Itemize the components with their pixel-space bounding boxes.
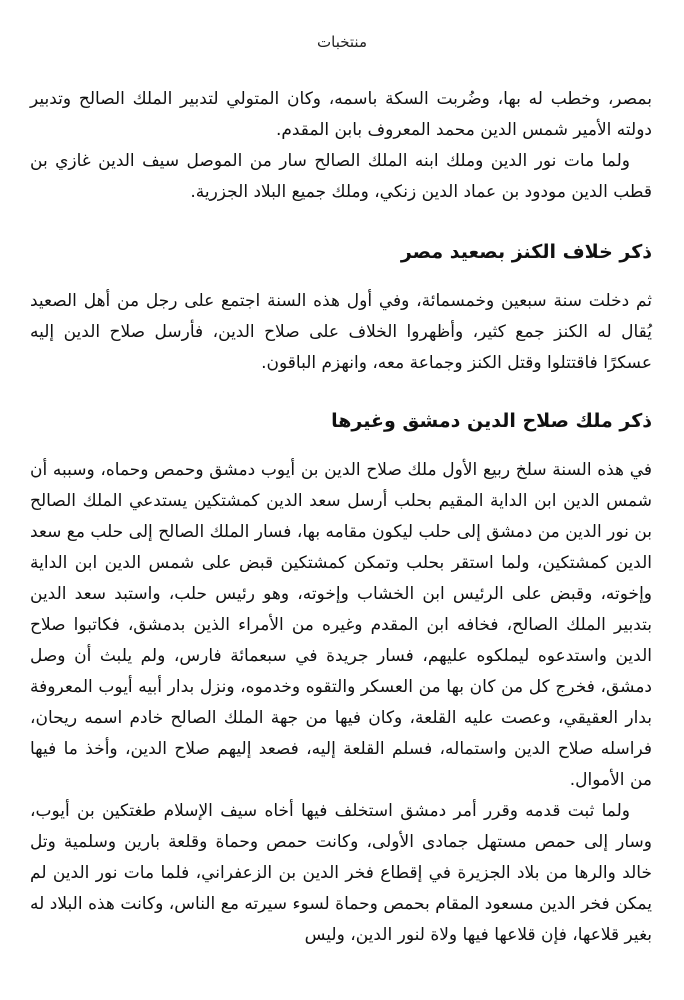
- paragraph-saif-al-din: ولما مات نور الدين وملك ابنه الملك الصالح سار من الموصل سيف الدين غازي بن قطب الدين مودود بن عماد الدين زنكي، وملك جميع البلاد الجزرية.: [30, 151, 652, 202]
- page-body: [30, 84, 652, 951]
- paragraph-homs: ولما ثبت قدمه وقرر أمر دمشق استخلف فيها أخاه سيف الإسلام طغتكين بن أيوب، وسار إلى حمص مستهل جمادى الأولى، وكانت حمص وحماة وقلعة بارين وسلمية وتل خالد والرها من بلاد الجزيرة في إقطاع فخر الدين بن الزعفراني، فلما مات نور الدين لم يمكن فخر الدين مسعود المقام بحمص وحماة لسوء سيرته مع الناس، وكانت هذه البلاد له بغير قلاعها، فإن قلاعها فيها ولاة لنور الدين، وليس: [30, 801, 652, 945]
- section-heading-kanz: ذكر خلاف الكنز بصعيد مصر: [400, 241, 652, 263]
- paragraph-damascus: في هذه السنة سلخ ربيع الأول ملك صلاح الدين بن أيوب دمشق وحمص وحماه، وسببه أن شمس الدين ابن الداية المقيم بحلب أرسل سعد الدين كمشتكين يستدعي الملك الصالح بن نور الدين من دمشق إلى حلب ليكون مقامه بها، فسار الملك الصالح إلى حلب مع سعد الدين كمشتكين، ولما استقر بحلب وتمكن كمشتكين قبض على شمس الدين ابن الداية وإخوته، وقبض على الرئيس ابن الخشاب وإخوته، وهو رئيس حلب، واستبد سعد الدين بتدبير الملك الصالح، فخافه ابن المقدم وغيره من الأمراء الذين بدمشق، فكاتبوا صلاح الدين واستدعوه ليملكوه عليهم، فسار جريدة في سبعمائة فارس، ولم يلبث أن وصل دمشق، فخرج كل من كان بها من العسكر والتقوه وخدموه، ونزل بدار أبيه أيوب المعروفة بدار العقيقي، وعصت عليه القلعة، وكان فيها من جهة الملك الصالح خادم اسمه ريحان، فراسله صلاح الدين واستماله، فسلم القلعة إليه، فصعد إليهم صلاح الدين، وأخذ ما فيها من الأموال.: [30, 460, 652, 790]
- paragraph-kanz: ثم دخلت سنة سبعين وخمسمائة، وفي أول هذه السنة اجتمع على رجل من أهل الصعيد يُقال له الكنز جمع كثير، وأظهروا الخلاف على صلاح الدين، فأرسل صلاح الدين إليه عسكرًا فاقتتلوا وقتل الكنز وجماعة معه، وانهزم الباقون.: [30, 291, 652, 373]
- section-heading-damascus: ذكر ملك صلاح الدين دمشق وغيرها: [331, 410, 652, 432]
- paragraph-continuation: بمصر، وخطب له بها، وضُربت السكة باسمه، وكان المتولي لتدبير الملك الصالح وتدبير دولته الأمير شمس الدين محمد المعروف بابن المقدم.: [30, 89, 652, 140]
- running-header: منتخبات: [317, 33, 367, 51]
